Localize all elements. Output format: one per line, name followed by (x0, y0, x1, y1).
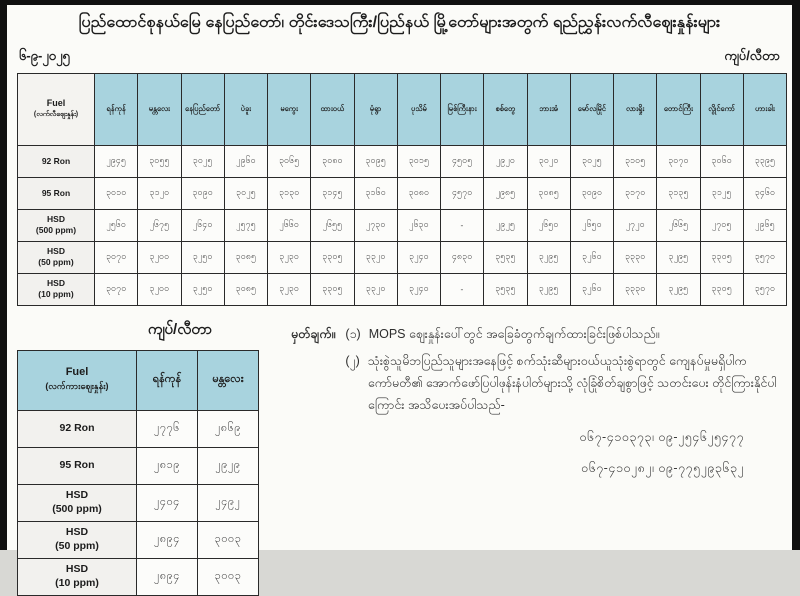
price-cell: ၂၈၁၉ (137, 447, 198, 484)
meta-row (19, 48, 780, 67)
price-cell: ၃၃၀၅ (311, 273, 354, 305)
price-cell: ၃၂၆၀ (570, 273, 613, 305)
price-cell: ၃၁၇၀ (614, 177, 657, 209)
price-cell: ၃၀၀၃ (198, 558, 259, 595)
price-cell: ၄၅၀၅ (441, 145, 484, 177)
price-cell: ၃၀၀၃ (198, 521, 259, 558)
city-header: ရန်ကုန် (95, 73, 138, 145)
table-row (18, 484, 259, 521)
price-cell: ၃၂၅၀ (181, 273, 224, 305)
price-cell: ၃၀၈၅ (527, 177, 570, 209)
price-cell: ၃၂၅၀ (181, 241, 224, 273)
price-cell: ၃၂၄၀ (397, 273, 440, 305)
price-cell: ၃၀၇၀ (95, 241, 138, 273)
price-cell: ၃၁၆၀ (354, 177, 397, 209)
price-cell: ၃၅၇၀ (743, 273, 786, 305)
fuel-row-label: HSD (50 ppm) (18, 521, 137, 558)
fuel-row-label: HSD (50 ppm) (18, 241, 95, 273)
table-row (18, 209, 787, 241)
price-cell: ၃၂၄၀ (397, 241, 440, 273)
price-cell: ၃၃၂၀ (354, 241, 397, 273)
price-cell: ၃၀၉၅ (354, 145, 397, 177)
fuel-row-label: HSD (500 ppm) (18, 209, 95, 241)
fuel-row-label: HSD (10 ppm) (18, 273, 95, 305)
fuel-row-label: 92 Ron (18, 410, 137, 447)
fuel-row-label: 95 Ron (18, 177, 95, 209)
price-cell: ၂၉၈၅ (484, 177, 527, 209)
price-cell: ၂၅၇၅ (224, 209, 267, 241)
price-cell: ၃၀၉၀ (181, 177, 224, 209)
price-cell: ၃၅၇၀ (743, 241, 786, 273)
price-cell: ၃၂၉၅ (527, 241, 570, 273)
note-1 (291, 324, 778, 346)
price-cell: ၃၂၉၅ (657, 241, 700, 273)
price-cell: ၂၆၇၅ (138, 209, 181, 241)
price-cell: ၂၉၆၀ (224, 145, 267, 177)
price-cell: ၃၂၉၅ (527, 273, 570, 305)
city-header: နေပြည်တော် (181, 73, 224, 145)
price-cell: ၃၅၃၅ (484, 273, 527, 305)
wholesale-table-header-row (18, 350, 259, 410)
price-cell: ၂၉၆၅ (743, 209, 786, 241)
bottom-section (7, 320, 792, 596)
price-cell: ၃၀၈၀ (397, 177, 440, 209)
note-2 (291, 351, 778, 417)
phone-line-2: ၀၆၇-၄၁၀၂၈၂၊ ၀၉-၇၇၅၂၉၃၆၃၂ (581, 460, 744, 475)
price-cell: ၃၀၈၀ (311, 145, 354, 177)
city-header: မြစ်ကြီးနား (441, 73, 484, 145)
fuel-row-label: 92 Ron (18, 145, 95, 177)
notes-block (263, 320, 792, 596)
notes-label: မှတ်ချက်။ (291, 326, 336, 341)
price-cell: ၂၇၃၀ (354, 209, 397, 241)
price-cell: ၃၁၂၅ (700, 177, 743, 209)
note-2-number: (၂) (345, 354, 360, 369)
price-cell: ၃၀၉၀ (570, 177, 613, 209)
price-cell: ၃၁၃၅ (657, 177, 700, 209)
fuel-row-label: HSD (500 ppm) (18, 484, 137, 521)
price-cell: ၃၁၂၀ (138, 177, 181, 209)
city-header: မန္တလေး (138, 73, 181, 145)
fuel-row-label: HSD (10 ppm) (18, 558, 137, 595)
fuel-row-label: 95 Ron (18, 447, 137, 484)
price-cell: ၃၀၆၅ (268, 145, 311, 177)
price-cell: ၂၄၀၄ (137, 484, 198, 521)
price-cell: ၂၉၄၅ (95, 145, 138, 177)
price-cell: ၃၀၁၅ (397, 145, 440, 177)
price-cell: ၃၂၃၀ (268, 273, 311, 305)
note-2-text: သုံးစွဲသူမိဘပြည်သူများအနေဖြင့် စက်သုံးဆီများဝယ်ယူသုံးစွဲရာတွင် ကျေနပ်မှုမရှိပါက ကော်မတီ၏ အောက်ဖော်ပြပါဖုန်းနံပါတ်များသို့ လုံခြုံစိတ်ချစွာဖြင့် သတင်းပေး တိုင်ကြားနိုင်ပါကြောင်း အသိပေးအပ်ပါသည်- (367, 354, 777, 413)
fuel-column-header: Fuel (လက်ကားဈေးနှုန်း) (18, 350, 137, 410)
price-cell: ၃၂၀၀ (138, 273, 181, 305)
unit-label-2: ကျပ်/လီတာ (147, 320, 213, 338)
price-cell: ၂၇၇၆ (137, 410, 198, 447)
price-cell: ၃၀၈၅ (224, 241, 267, 273)
price-cell: ၃၂၉၅ (657, 273, 700, 305)
table-row (18, 558, 259, 595)
retail-price-table (17, 73, 787, 306)
price-cell: ၂၆၅၀ (570, 209, 613, 241)
price-cell: ၄၈၃၀ (441, 241, 484, 273)
price-cell: ၃၄၆၀ (743, 177, 786, 209)
page-title: ပြည်ထောင်စုနယ်မြေ နေပြည်တော်၊ တိုင်းဒေသကြီး/ပြည်နယ် မြို့တော်များအတွက် ရည်ညွှန်းလက်လီဈေးနှုန်းများ (78, 14, 721, 31)
contact-phones (291, 427, 778, 480)
table-row (18, 241, 787, 273)
price-cell: ၃၀၂၀ (527, 145, 570, 177)
city-header: ထားဝယ် (311, 73, 354, 145)
price-cell: ၃၀၁၀ (95, 177, 138, 209)
wholesale-column (7, 320, 263, 596)
price-cell: ၃၃၀၅ (700, 273, 743, 305)
phone-line-1: ၀၆၇-၄၁၀၃၇၃၊ ၀၉-၂၅၄၆၂၅၄၇၇ (579, 430, 744, 445)
price-cell: ၃၀၂၅ (181, 145, 224, 177)
price-cell: ၃၀၂၅ (570, 145, 613, 177)
price-cell: ၂၆၄၀ (181, 209, 224, 241)
price-cell: ၃၀၆၀ (700, 145, 743, 177)
price-cell: ၃၀၇၀ (657, 145, 700, 177)
price-cell: ၂၈၉၄ (137, 558, 198, 595)
price-cell: ၃၃၂၀ (354, 273, 397, 305)
city-header: စစ်တွေ (484, 73, 527, 145)
price-cell: ၂၇၀၅ (700, 209, 743, 241)
price-cell: ၃၂၆၀ (570, 241, 613, 273)
city-header: ဟားခါး (743, 73, 786, 145)
price-cell: ၃၃၀၅ (311, 241, 354, 273)
price-cell: ၂၆၃၀ (397, 209, 440, 241)
unit-label: ကျပ်/လီတာ (724, 47, 780, 63)
price-cell: ၂၆၆၅ (657, 209, 700, 241)
price-cell: ၃၀၅၅ (138, 145, 181, 177)
price-cell: ၃၁၄၅ (311, 177, 354, 209)
table-row (18, 410, 259, 447)
price-cell: ၃၃၉၅ (743, 145, 786, 177)
date-label: ၆-၉-၂၀၂၅ (19, 47, 70, 63)
city-header: ပဲခူး (224, 73, 267, 145)
price-cell: ၂၅၆၀ (95, 209, 138, 241)
table-row (18, 521, 259, 558)
price-cell: ၂၈၉၄ (137, 521, 198, 558)
city-header: လွိုင်ကော် (700, 73, 743, 145)
price-cell: ၂၆၅၅ (311, 209, 354, 241)
note-1-number: (၁) (345, 326, 361, 341)
price-cell: ၂၉၂၉ (198, 447, 259, 484)
price-cell: - (441, 209, 484, 241)
price-cell: ၃၃၀၅ (700, 241, 743, 273)
price-cell: ၃၀၇၀ (95, 273, 138, 305)
price-cell: ၂၄၉၂ (198, 484, 259, 521)
price-cell: ၂၉၂၅ (484, 209, 527, 241)
price-cell: ၃၀၈၅ (224, 273, 267, 305)
table-row (18, 145, 787, 177)
price-cell: ၃၂၀၀ (138, 241, 181, 273)
city-header: ပုသိမ် (397, 73, 440, 145)
price-cell: ၃၃၃၀ (614, 241, 657, 273)
city-header: မန္တလေး (198, 350, 259, 410)
city-header: မုံရွာ (354, 73, 397, 145)
city-header: ရန်ကုန် (137, 350, 198, 410)
price-cell: ၃၃၃၀ (614, 273, 657, 305)
city-header: လားရှိုး (614, 73, 657, 145)
city-header: ဘားအံ (527, 73, 570, 145)
price-cell: - (441, 273, 484, 305)
city-header: မကွေး (268, 73, 311, 145)
price-cell: ၃၁၀၅ (614, 145, 657, 177)
price-cell: ၂၉၂၀ (484, 145, 527, 177)
note-1-text: MOPS ဈေးနှုန်းပေါ်တွင် အခြေခံတွက်ချက်ထားခြင်းဖြစ်ပါသည်။ (368, 326, 660, 341)
price-cell: ၃၅၃၅ (484, 241, 527, 273)
price-cell: ၂၇၂၀ (614, 209, 657, 241)
table-row (18, 177, 787, 209)
price-cell: ၃၁၃၀ (268, 177, 311, 209)
city-header: မော်လမြိုင် (570, 73, 613, 145)
retail-table-header-row (18, 73, 787, 145)
price-cell: ၄၅၇၀ (441, 177, 484, 209)
table-row (18, 273, 787, 305)
price-cell: ၂၈၆၉ (198, 410, 259, 447)
wholesale-price-table (17, 350, 259, 596)
price-cell: ၂၆၆၀ (268, 209, 311, 241)
price-cell: ၃၀၂၅ (224, 177, 267, 209)
price-cell: ၃၂၃၀ (268, 241, 311, 273)
table-row (18, 447, 259, 484)
city-header: တောင်ကြီး (657, 73, 700, 145)
price-cell: ၂၆၅၀ (527, 209, 570, 241)
fuel-column-header: Fuel (လက်လီဈေးနှုန်း) (18, 73, 95, 145)
